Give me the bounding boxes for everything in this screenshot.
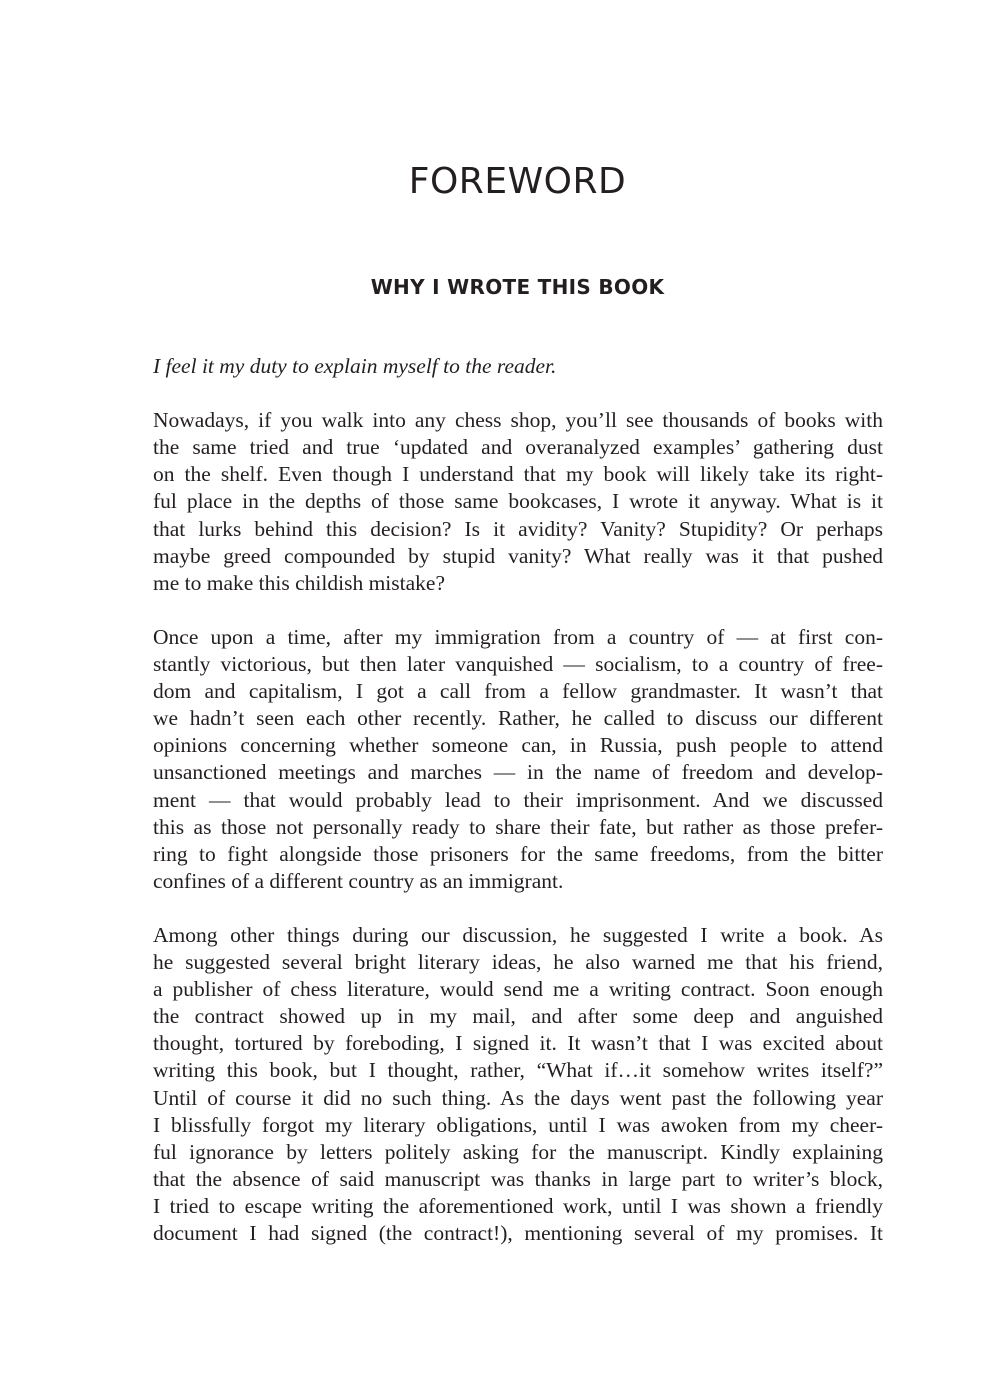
- text-line: Once upon a time, after my immigration from a country of — at first con-: [153, 624, 883, 649]
- text-line: we hadn’t seen each other recently. Rather, he called to discuss our different: [153, 706, 883, 731]
- text-line: stantly victorious, but then later vanquished — socialism, to a country of free-: [153, 652, 883, 677]
- text-line: a publisher of chess literature, would send me a writing contract. Soon enough: [153, 977, 883, 1002]
- text-line: ment — that would probably lead to their imprisonment. And we discussed: [153, 787, 883, 812]
- paragraph-1: [153, 407, 883, 597]
- text-line: unsanctioned meetings and marches — in the name of freedom and develop-: [153, 760, 883, 785]
- text-line: that the absence of said manuscript was thanks in large part to writer’s block,: [153, 1166, 883, 1191]
- text-line: opinions concerning whether someone can, in Russia, push people to attend: [153, 733, 883, 758]
- text-line: I blissfully forgot my literary obligations, until I was awoken from my cheer-: [153, 1112, 883, 1137]
- text-line: this as those not personally ready to share their fate, but rather as those prefer-: [153, 814, 883, 839]
- text-line: I tried to escape writing the aforementioned work, until I was shown a friendly: [153, 1193, 883, 1218]
- text-line: the contract showed up in my mail, and after some deep and anguished: [153, 1004, 883, 1029]
- lead-paragraph: [153, 353, 883, 380]
- text-line: he suggested several bright literary ideas, he also warned me that his friend,: [153, 950, 883, 975]
- text-line: confines of a different country as an immigrant.: [153, 868, 564, 893]
- chapter-title: FOREWORD: [408, 161, 627, 202]
- paragraph-2: [153, 624, 883, 895]
- text-line: the same tried and true ‘updated and overanalyzed examples’ gathering dust: [153, 435, 883, 460]
- text-line: document I had signed (the contract!), mentioning several of my promises. It: [153, 1221, 883, 1245]
- paragraph-3: [153, 922, 883, 1247]
- text-line: dom and capitalism, I got a call from a fellow grandmaster. It wasn’t that: [153, 679, 883, 704]
- text-line: Nowadays, if you walk into any chess shop, you’ll see thousands of books with: [153, 408, 883, 433]
- text-line: me to make this childish mistake?: [153, 570, 445, 595]
- body-text: [153, 353, 883, 1274]
- text-line: I feel it my duty to explain myself to the reader.: [153, 354, 557, 378]
- text-line: writing this book, but I thought, rather, “What if…it somehow writes itself?”: [153, 1058, 883, 1083]
- text-line: ful place in the depths of those same bookcases, I wrote it anyway. What is it: [153, 489, 883, 514]
- chapter-subtitle: WHY I WROTE THIS BOOK: [370, 275, 665, 299]
- text-line: Among other things during our discussion, he suggested I write a book. As: [153, 922, 883, 947]
- text-line: on the shelf. Even though I understand that my book will likely take its right-: [153, 462, 883, 487]
- text-line: ring to fight alongside those prisoners for the same freedoms, from the bitter: [153, 841, 883, 866]
- text-line: Until of course it did no such thing. As the days went past the following year: [153, 1085, 883, 1110]
- text-line: thought, tortured by foreboding, I signed it. It wasn’t that I was excited about: [153, 1031, 883, 1056]
- text-line: that lurks behind this decision? Is it avidity? Vanity? Stupidity? Or perhaps: [153, 516, 883, 541]
- text-line: ful ignorance by letters politely asking for the manuscript. Kindly explaining: [153, 1139, 883, 1164]
- text-line: maybe greed compounded by stupid vanity? What really was it that pushed: [153, 543, 883, 568]
